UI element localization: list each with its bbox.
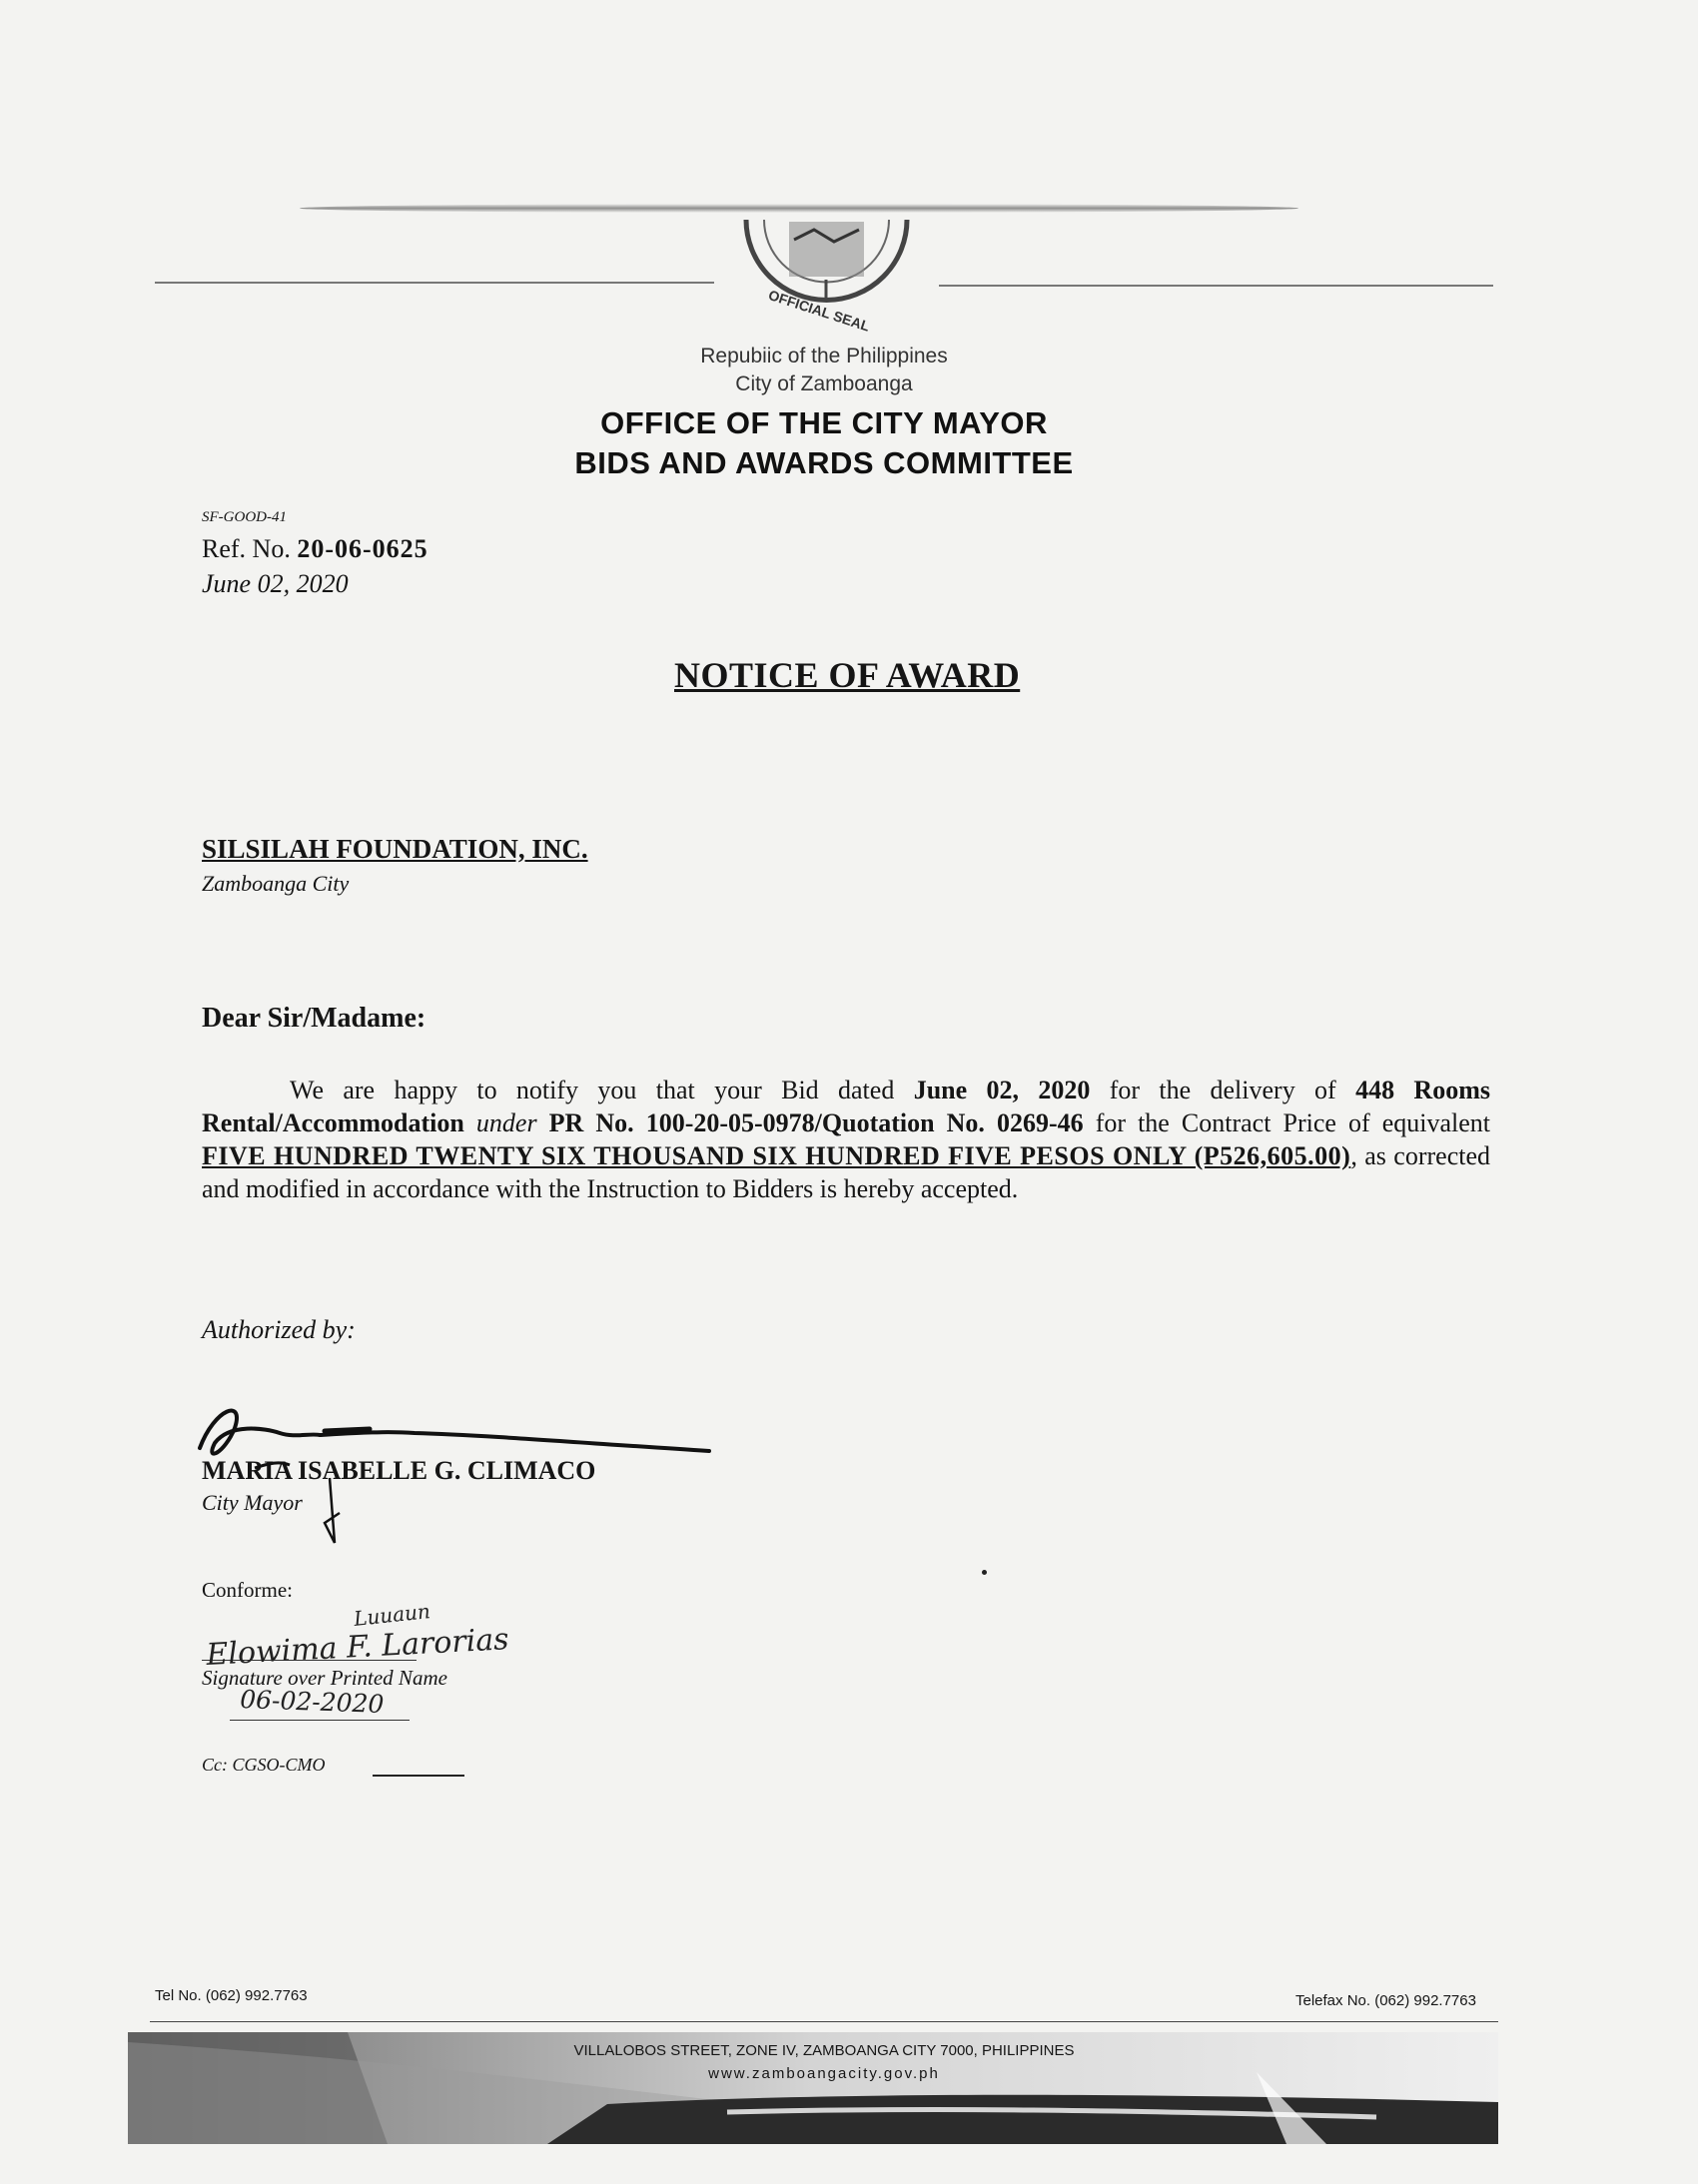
conforme-handwritten-note: Luuaun xyxy=(353,1599,431,1631)
header-republic: Repubiic of the Philippines xyxy=(700,345,948,367)
cc-line-text: Cc: CGSO-CMO xyxy=(202,1755,326,1775)
header-city: City of Zamboanga xyxy=(735,372,913,395)
salutation: Dear Sir/Madame: xyxy=(202,1003,426,1034)
conforme-label: Conforme: xyxy=(202,1578,293,1602)
recipient-city: Zamboanga City xyxy=(202,871,350,896)
mayor-signature xyxy=(200,1411,709,1454)
bid-date: June 02, 2020 xyxy=(913,1076,1091,1104)
signer-title: City Mayor xyxy=(202,1490,303,1515)
official-seal-icon xyxy=(734,200,919,340)
contract-amount: FIVE HUNDRED TWENTY SIX THOUSAND SIX HUNDRED FIVE PESOS ONLY (P526,605.00) xyxy=(202,1141,1351,1170)
signer-name: MARIA ISABELLE G. CLIMACO xyxy=(202,1456,596,1485)
header-office: OFFICE OF THE CITY MAYOR xyxy=(600,405,1048,440)
recipient-name: SILSILAH FOUNDATION, INC. xyxy=(202,834,588,864)
body-text-4: for the Contract Price of equivalent xyxy=(1083,1108,1490,1137)
body-text-2: for the delivery of xyxy=(1090,1076,1356,1104)
reference-label: Ref. No. xyxy=(202,534,291,563)
footer-telefax: Telefax No. (062) 992.7763 xyxy=(1295,1992,1476,2009)
footer-tel: Tel No. (062) 992.7763 xyxy=(155,1987,308,2004)
body-text-3: under xyxy=(463,1108,549,1137)
reference-value: 20-06-0625 xyxy=(297,534,428,563)
header-rule-right xyxy=(939,285,1493,287)
authorized-label: Authorized by: xyxy=(202,1315,356,1344)
header-rule-left xyxy=(155,282,714,284)
footer-address: VILLALOBOS STREET, ZONE IV, ZAMBOANGA CITY 7000, PHILIPPINES xyxy=(573,2042,1075,2059)
signature-caption: Signature over Printed Name xyxy=(202,1666,447,1690)
header-committee: BIDS AND AWARDS COMMITTEE xyxy=(574,445,1074,480)
body-text-1: We are happy to notify you that your Bid dated xyxy=(290,1076,914,1104)
award-paragraph xyxy=(202,1074,1490,1205)
item-description: 448 Rooms Rental/Accommodation xyxy=(202,1076,1490,1137)
conforme-handwritten-date: 06-02-2020 xyxy=(239,1685,385,1720)
body-text-5: , as corrected and modified in accordance with the Instruction to Bidders is hereby accepted. xyxy=(202,1141,1491,1203)
footer-rule xyxy=(150,2021,1498,2022)
handwritten-signatures xyxy=(185,1393,724,1743)
footer-website: www.zamboangacity.gov.ph xyxy=(708,2065,940,2082)
document-date: June 02, 2020 xyxy=(202,569,349,598)
reference-number xyxy=(202,534,428,564)
svg-text:OFFICIAL SEAL: OFFICIAL SEAL xyxy=(766,286,872,335)
pr-reference: PR No. 100-20-05-0978/Quotation No. 0269-46 xyxy=(548,1108,1084,1137)
cc-underline xyxy=(373,1775,464,1777)
form-code: SF-GOOD-41 xyxy=(202,509,287,525)
scan-speck xyxy=(982,1570,987,1575)
conforme-handwritten-name: Elowima F. Larorias xyxy=(205,1622,510,1673)
document-title: NOTICE OF AWARD xyxy=(674,655,1021,695)
